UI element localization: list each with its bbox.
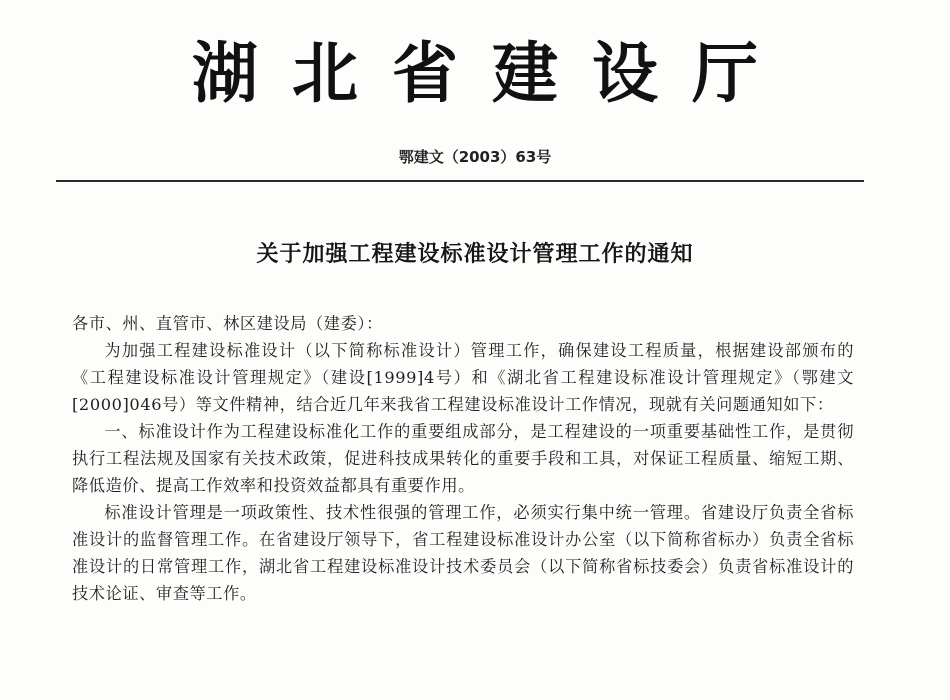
salutation: 各市、州、直管市、林区建设局（建委）：: [72, 314, 383, 333]
issuing-organization-name: 湖北省建设厅: [192, 34, 792, 112]
header-divider: [56, 180, 864, 182]
document-title: 关于加强工程建设标准设计管理工作的通知: [256, 242, 694, 267]
body-paragraph-2: 一、标准设计作为工程建设标准化工作的重要组成部分，是工程建设的一项重要基础性工作，是贯彻执行工程法规及国家有关技术政策，促进科技成果转化的重要手段和工具，对保证工程质量、缩短工期、降低造价、提高工作效率和投资效益都具有重要作用。: [72, 422, 854, 495]
document-body: [72, 310, 854, 607]
body-paragraph-1: 为加强工程建设标准设计（以下简称标准设计）管理工作，确保建设工程质量，根据建设部颁布的《工程建设标准设计管理规定》（建设[1999]4号）和《湖北省工程建设标准设计管理规定》（鄂建文[2000]046号）等文件精神，结合近几年来我省工程建设标准设计工作情况，现就有关问题通知如下：: [72, 341, 854, 414]
body-paragraph-3: 标准设计管理是一项政策性、技术性很强的管理工作，必须实行集中统一管理。省建设厅负责全省标准设计的监督管理工作。在省建设厅领导下，省工程建设标准设计办公室（以下简称省标办）负责全省标准设计的日常管理工作，湖北省工程建设标准设计技术委员会（以下简称省标技委会）负责省标准设计的技术论证、审查等工作。: [72, 503, 854, 603]
document-number: 鄂建文（2003）63号: [398, 148, 552, 166]
